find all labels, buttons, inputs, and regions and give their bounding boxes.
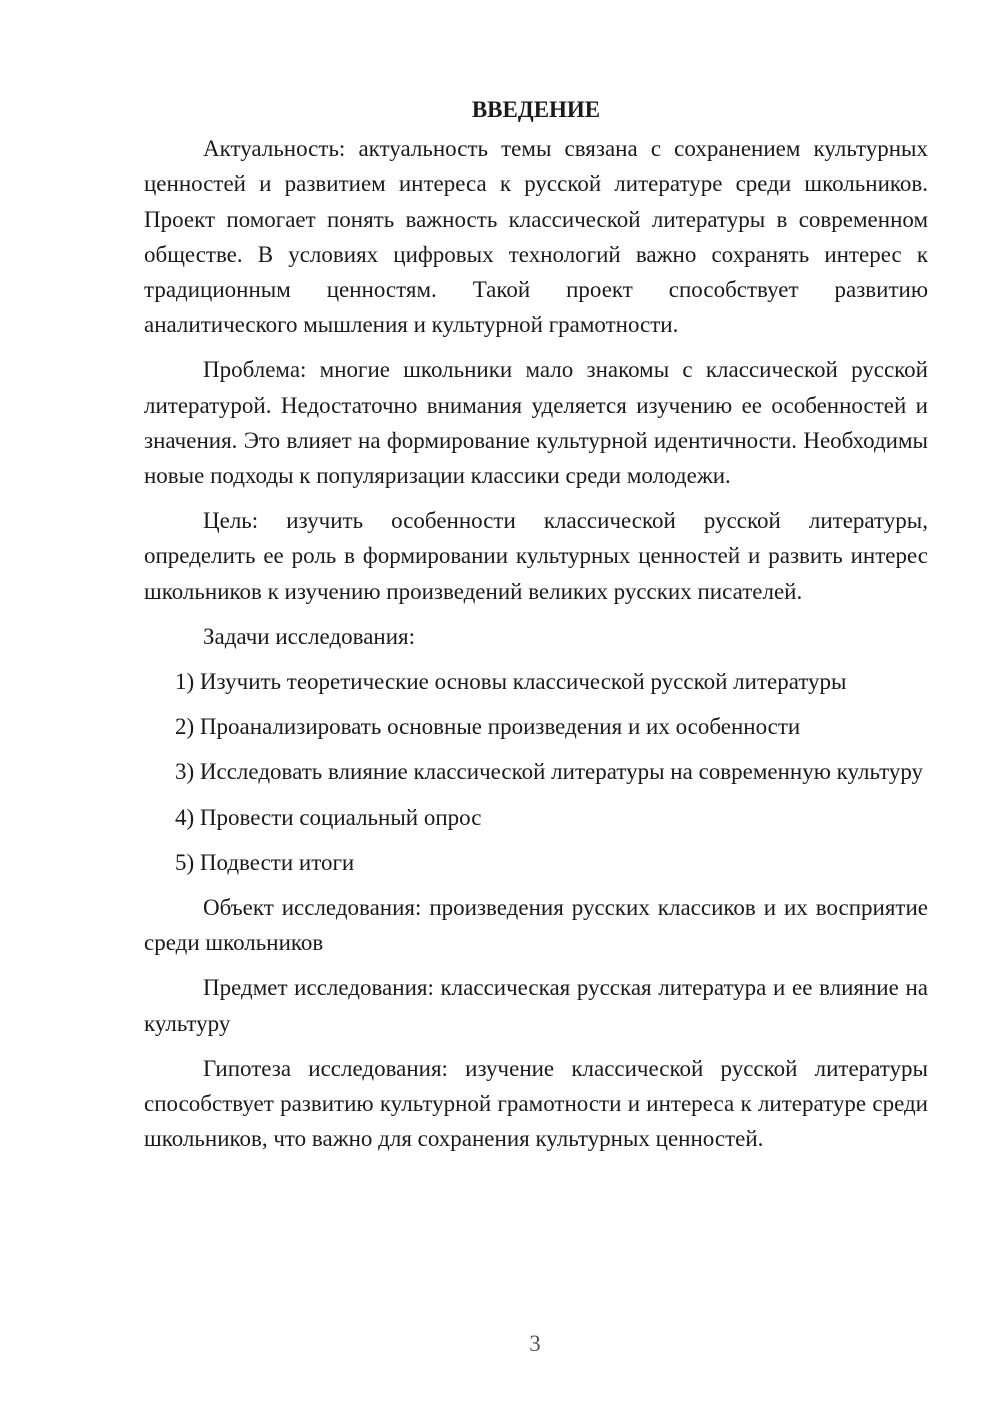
page-content — [144, 92, 928, 1166]
paragraph-subject: Предмет исследования: классическая русская литература и ее влияние на культуру — [144, 975, 928, 1036]
task-item-3: 3) Исследовать влияние классической литературы на современную культуру — [175, 759, 924, 785]
paragraph-problem: Проблема: многие школьники мало знакомы с классической русской литературой. Недостаточно внимания уделяется изучению ее особенностей и значения. Это влияет на формирование культурной идентичности. Необходимы новые подходы к популяризации классики среди молодежи. — [144, 357, 928, 489]
task-item-4: 4) Провести социальный опрос — [175, 804, 482, 830]
task-item-2: 2) Проанализировать основные произведения и их особенности — [175, 714, 801, 740]
paragraph-relevance: Актуальность: актуальность темы связана с сохранением культурных ценностей и развитием интереса к русской литературе среди школьников. Проект помогает понять важность классической литературы в современном обществе. В условиях цифровых технологий важно сохранять интерес к традиционным ценностям. Такой проект способствует развитию аналитического мышления и культурной грамотности. — [144, 136, 928, 338]
page-number: 3 — [529, 1331, 541, 1356]
page-title: ВВЕДЕНИЕ — [471, 97, 601, 122]
paragraph-object: Объект исследования: произведения русских классиков и их восприятие среди школьников — [144, 895, 928, 956]
tasks-title: Задачи исследования: — [203, 623, 416, 649]
task-item-5: 5) Подвести итоги — [175, 849, 355, 875]
paragraph-hypothesis: Гипотеза исследования: изучение классической русской литературы способствует развитию культурной грамотности и интереса к литературе среди школьников, что важно для сохранения культурных ценностей. — [144, 1055, 928, 1152]
paragraph-goal: Цель: изучить особенности классической русской литературы, определить ее роль в формировании культурных ценностей и развить интерес школьников к изучению произведений великих русских писателей. — [144, 508, 928, 604]
task-item-1: 1) Изучить теоретические основы классической русской литературы — [175, 669, 847, 695]
